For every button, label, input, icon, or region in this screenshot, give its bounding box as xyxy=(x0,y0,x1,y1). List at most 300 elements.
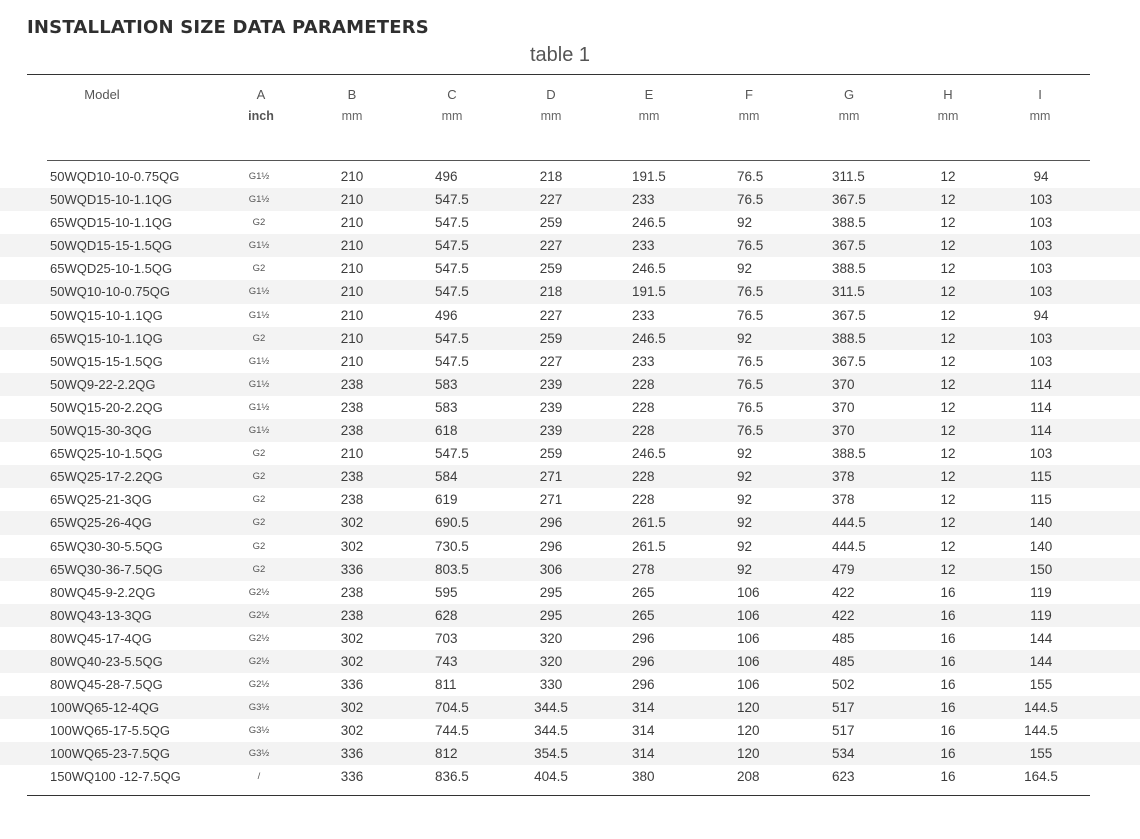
cell-c: 803.5 xyxy=(435,561,469,577)
cell-g: 388.5 xyxy=(832,215,866,231)
cell-d: 330 xyxy=(539,677,563,693)
cell-e: 380 xyxy=(632,769,655,785)
cell-f: 76.5 xyxy=(737,399,764,415)
table-row xyxy=(0,188,1140,211)
cell-e: 228 xyxy=(632,469,655,485)
cell-a: G2½ xyxy=(248,586,270,598)
cell-model: 80WQ45-28-7.5QG xyxy=(50,677,163,693)
cell-c: 496 xyxy=(435,169,458,184)
cell-g: 444.5 xyxy=(832,538,866,554)
cell-h: 12 xyxy=(940,192,956,208)
table-row xyxy=(0,304,1140,327)
cell-i: 94 xyxy=(1033,169,1049,184)
cell-h: 16 xyxy=(940,769,956,785)
cell-h: 12 xyxy=(940,561,956,577)
table-row xyxy=(0,673,1140,696)
table-row xyxy=(0,419,1140,442)
cell-g: 367.5 xyxy=(832,192,866,208)
table-row xyxy=(0,165,1140,188)
cell-a: G2½ xyxy=(248,679,270,691)
cell-h: 16 xyxy=(940,723,956,739)
cell-g: 367.5 xyxy=(832,353,866,369)
cell-model: 65WQ25-10-1.5QG xyxy=(50,446,163,462)
cell-c: 547.5 xyxy=(435,192,469,208)
cell-a: G1½ xyxy=(248,194,270,206)
cell-d: 344.5 xyxy=(534,700,568,716)
cell-g: 517 xyxy=(832,700,855,716)
table-row xyxy=(0,627,1140,650)
cell-b: 302 xyxy=(340,538,364,554)
cell-f: 92 xyxy=(737,515,753,531)
cell-d: 259 xyxy=(539,330,563,346)
cell-e: 296 xyxy=(632,630,655,646)
column-header-i: I mm xyxy=(1029,87,1051,123)
cell-f: 106 xyxy=(737,607,760,623)
table-top-rule xyxy=(27,74,1090,75)
cell-g: 517 xyxy=(832,723,855,739)
cell-d: 296 xyxy=(539,515,563,531)
cell-b: 210 xyxy=(340,330,364,346)
cell-b: 238 xyxy=(340,607,364,623)
cell-a: G1½ xyxy=(248,401,270,413)
cell-e: 191.5 xyxy=(632,284,666,300)
cell-g: 422 xyxy=(832,584,855,600)
cell-i: 103 xyxy=(1029,284,1053,300)
table-bottom-rule xyxy=(27,795,1090,796)
cell-e: 265 xyxy=(632,607,655,623)
cell-i: 144 xyxy=(1029,653,1053,669)
cell-model: 50WQ10-10-0.75QG xyxy=(50,284,170,300)
cell-model: 100WQ65-12-4QG xyxy=(50,700,160,716)
cell-f: 76.5 xyxy=(737,376,764,392)
cell-a: G2½ xyxy=(248,632,270,644)
cell-h: 16 xyxy=(940,677,956,693)
cell-g: 485 xyxy=(832,630,855,646)
cell-d: 218 xyxy=(539,284,563,300)
cell-model: 50WQ15-10-1.1QG xyxy=(50,307,163,323)
cell-e: 314 xyxy=(632,700,655,716)
cell-model: 50WQD15-15-1.5QG xyxy=(50,238,173,254)
cell-g: 370 xyxy=(832,423,855,439)
cell-e: 228 xyxy=(632,376,655,392)
cell-model: 65WQ25-17-2.2QG xyxy=(50,469,163,485)
cell-i: 144.5 xyxy=(1024,700,1058,716)
cell-h: 12 xyxy=(940,446,956,462)
cell-model: 65WQ25-26-4QG xyxy=(50,515,152,531)
cell-e: 246.5 xyxy=(632,446,666,462)
cell-model: 65WQ15-10-1.1QG xyxy=(50,330,163,346)
cell-h: 12 xyxy=(940,169,956,184)
table-row xyxy=(0,211,1140,234)
cell-i: 114 xyxy=(1030,423,1052,439)
cell-i: 115 xyxy=(1030,492,1052,508)
cell-e: 191.5 xyxy=(632,169,666,184)
cell-model: 65WQD15-10-1.1QG xyxy=(50,215,173,231)
table-row xyxy=(0,696,1140,719)
cell-b: 210 xyxy=(340,446,364,462)
cell-a: G3½ xyxy=(248,748,270,760)
cell-a: G2½ xyxy=(248,655,270,667)
cell-d: 306 xyxy=(539,561,563,577)
cell-d: 271 xyxy=(539,469,563,485)
cell-f: 76.5 xyxy=(737,238,764,254)
cell-a: / xyxy=(257,771,261,783)
cell-model: 80WQ43-13-3QG xyxy=(50,607,152,623)
cell-h: 16 xyxy=(940,746,956,762)
cell-model: 100WQ65-23-7.5QG xyxy=(50,746,170,762)
cell-e: 314 xyxy=(632,746,655,762)
cell-model: 50WQ9-22-2.2QG xyxy=(50,376,156,392)
cell-h: 12 xyxy=(940,330,956,346)
cell-g: 311.5 xyxy=(832,169,865,184)
cell-i: 103 xyxy=(1029,261,1053,277)
cell-i: 103 xyxy=(1029,446,1053,462)
cell-f: 76.5 xyxy=(737,307,764,323)
cell-c: 583 xyxy=(435,399,458,415)
cell-a: G1½ xyxy=(248,171,270,182)
cell-b: 210 xyxy=(340,261,364,277)
cell-c: 547.5 xyxy=(435,330,469,346)
cell-b: 302 xyxy=(340,630,364,646)
cell-f: 120 xyxy=(737,700,760,716)
cell-a: G2 xyxy=(252,517,266,529)
cell-e: 296 xyxy=(632,677,655,693)
cell-h: 12 xyxy=(940,423,956,439)
cell-a: G2½ xyxy=(248,609,270,621)
table-row xyxy=(0,488,1140,511)
cell-d: 239 xyxy=(539,423,563,439)
table-row xyxy=(0,742,1140,765)
cell-a: G1½ xyxy=(248,286,270,298)
cell-b: 336 xyxy=(340,746,364,762)
page-title: INSTALLATION SIZE DATA PARAMETERS xyxy=(27,17,429,38)
cell-d: 320 xyxy=(539,630,563,646)
cell-i: 115 xyxy=(1030,469,1052,485)
cell-h: 12 xyxy=(940,515,956,531)
cell-model: 65WQ30-36-7.5QG xyxy=(50,561,163,577)
column-header-h: H mm xyxy=(937,87,959,123)
cell-b: 238 xyxy=(340,376,364,392)
table-row xyxy=(0,350,1140,373)
cell-h: 16 xyxy=(940,700,956,716)
cell-f: 92 xyxy=(737,446,753,462)
cell-i: 155 xyxy=(1029,677,1053,693)
cell-f: 92 xyxy=(737,538,753,554)
table-row xyxy=(0,396,1140,419)
cell-model: 50WQ15-20-2.2QG xyxy=(50,399,163,415)
cell-h: 12 xyxy=(940,284,956,300)
cell-i: 119 xyxy=(1030,584,1052,600)
cell-c: 547.5 xyxy=(435,284,469,300)
cell-e: 233 xyxy=(632,353,655,369)
cell-g: 388.5 xyxy=(832,330,866,346)
cell-f: 92 xyxy=(737,261,753,277)
cell-model: 50WQ15-30-3QG xyxy=(50,423,152,439)
cell-c: 628 xyxy=(435,607,458,623)
cell-model: 50WQ15-15-1.5QG xyxy=(50,353,163,369)
cell-d: 259 xyxy=(539,446,563,462)
cell-model: 50WQD10-10-0.75QG xyxy=(50,169,180,184)
cell-b: 302 xyxy=(340,700,364,716)
cell-h: 12 xyxy=(940,376,956,392)
cell-b: 238 xyxy=(340,423,364,439)
cell-e: 265 xyxy=(632,584,655,600)
cell-a: G2 xyxy=(252,332,266,344)
cell-model: 150WQ100 -12-7.5QG xyxy=(50,769,181,785)
cell-i: 144 xyxy=(1029,630,1053,646)
cell-a: G2 xyxy=(252,263,266,275)
cell-e: 246.5 xyxy=(632,330,666,346)
cell-d: 239 xyxy=(539,376,563,392)
cell-a: G1½ xyxy=(248,309,270,321)
cell-f: 92 xyxy=(737,561,753,577)
cell-g: 422 xyxy=(832,607,855,623)
cell-c: 618 xyxy=(435,423,458,439)
cell-c: 811 xyxy=(435,677,457,693)
table-row xyxy=(0,581,1140,604)
cell-f: 106 xyxy=(737,677,760,693)
cell-e: 233 xyxy=(632,192,655,208)
cell-h: 12 xyxy=(940,238,956,254)
cell-h: 12 xyxy=(940,353,956,369)
cell-f: 120 xyxy=(737,723,760,739)
column-header-e: E mm xyxy=(638,87,660,123)
cell-g: 311.5 xyxy=(832,284,865,300)
cell-f: 76.5 xyxy=(737,423,764,439)
cell-d: 296 xyxy=(539,538,563,554)
cell-i: 114 xyxy=(1030,376,1052,392)
cell-a: G2 xyxy=(252,563,266,575)
table-row xyxy=(0,604,1140,627)
cell-e: 278 xyxy=(632,561,655,577)
cell-c: 547.5 xyxy=(435,446,469,462)
cell-e: 228 xyxy=(632,423,655,439)
cell-model: 65WQD25-10-1.5QG xyxy=(50,261,173,277)
cell-f: 92 xyxy=(737,492,753,508)
cell-f: 208 xyxy=(737,769,760,785)
cell-b: 210 xyxy=(340,169,364,184)
cell-b: 210 xyxy=(340,353,364,369)
cell-e: 233 xyxy=(632,238,655,254)
cell-b: 238 xyxy=(340,492,364,508)
cell-d: 295 xyxy=(539,584,563,600)
cell-a: G2 xyxy=(252,448,266,460)
cell-i: 103 xyxy=(1029,192,1053,208)
cell-g: 444.5 xyxy=(832,515,866,531)
cell-a: G2 xyxy=(252,471,266,483)
column-header-c: C mm xyxy=(441,87,463,123)
cell-f: 106 xyxy=(737,584,760,600)
cell-c: 743 xyxy=(435,653,458,669)
cell-i: 164.5 xyxy=(1024,769,1058,785)
cell-b: 336 xyxy=(340,561,364,577)
cell-c: 584 xyxy=(435,469,458,485)
table-row xyxy=(0,257,1140,280)
table-row xyxy=(0,442,1140,465)
cell-d: 227 xyxy=(539,238,563,254)
cell-d: 271 xyxy=(539,492,563,508)
cell-c: 547.5 xyxy=(435,353,469,369)
cell-c: 547.5 xyxy=(435,215,469,231)
cell-h: 12 xyxy=(940,215,956,231)
cell-model: 80WQ45-9-2.2QG xyxy=(50,584,156,600)
cell-f: 120 xyxy=(737,746,760,762)
cell-b: 210 xyxy=(340,284,364,300)
cell-a: G1½ xyxy=(248,240,270,252)
cell-b: 210 xyxy=(340,307,364,323)
cell-c: 703 xyxy=(435,630,458,646)
table-body xyxy=(0,165,1140,789)
cell-h: 12 xyxy=(940,469,956,485)
cell-a: G1½ xyxy=(248,425,270,437)
cell-b: 238 xyxy=(340,584,364,600)
column-header-d: D mm xyxy=(540,87,562,123)
cell-d: 259 xyxy=(539,261,563,277)
cell-g: 370 xyxy=(832,376,855,392)
cell-e: 246.5 xyxy=(632,261,666,277)
cell-f: 76.5 xyxy=(737,353,764,369)
cell-e: 228 xyxy=(632,399,655,415)
column-header-a: A inch xyxy=(248,87,274,123)
table-row xyxy=(0,650,1140,673)
cell-g: 534 xyxy=(832,746,855,762)
cell-g: 378 xyxy=(832,469,855,485)
table-row xyxy=(0,280,1140,303)
cell-c: 812 xyxy=(435,746,458,762)
cell-g: 485 xyxy=(832,653,855,669)
cell-i: 103 xyxy=(1029,215,1053,231)
cell-c: 547.5 xyxy=(435,261,469,277)
cell-b: 336 xyxy=(340,769,364,785)
cell-g: 623 xyxy=(832,769,855,785)
cell-c: 619 xyxy=(435,492,458,508)
cell-d: 227 xyxy=(539,353,563,369)
cell-i: 94 xyxy=(1033,307,1049,323)
cell-f: 106 xyxy=(737,630,760,646)
cell-h: 12 xyxy=(940,261,956,277)
cell-e: 314 xyxy=(632,723,655,739)
cell-c: 583 xyxy=(435,376,458,392)
cell-a: G2 xyxy=(252,540,266,552)
cell-c: 704.5 xyxy=(435,700,469,716)
cell-model: 65WQ30-30-5.5QG xyxy=(50,538,163,554)
cell-i: 103 xyxy=(1029,353,1053,369)
cell-model: 50WQD15-10-1.1QG xyxy=(50,192,173,208)
cell-b: 336 xyxy=(340,677,364,693)
cell-h: 16 xyxy=(940,607,956,623)
cell-i: 155 xyxy=(1029,746,1053,762)
cell-d: 295 xyxy=(539,607,563,623)
table-row xyxy=(0,511,1140,534)
table-row xyxy=(0,373,1140,396)
cell-g: 388.5 xyxy=(832,261,866,277)
cell-g: 388.5 xyxy=(832,446,866,462)
cell-model: 100WQ65-17-5.5QG xyxy=(50,723,170,739)
cell-d: 259 xyxy=(539,215,563,231)
cell-i: 150 xyxy=(1029,561,1053,577)
cell-f: 92 xyxy=(737,469,753,485)
cell-c: 496 xyxy=(435,307,458,323)
cell-e: 246.5 xyxy=(632,215,666,231)
cell-c: 836.5 xyxy=(435,769,469,785)
column-header-b: B mm xyxy=(341,87,363,123)
cell-h: 12 xyxy=(940,307,956,323)
cell-g: 502 xyxy=(832,677,855,693)
cell-b: 210 xyxy=(340,238,364,254)
cell-e: 228 xyxy=(632,492,655,508)
cell-model: 80WQ45-17-4QG xyxy=(50,630,152,646)
cell-e: 233 xyxy=(632,307,655,323)
cell-e: 261.5 xyxy=(632,515,666,531)
column-header-g: G mm xyxy=(838,87,860,123)
cell-b: 302 xyxy=(340,515,364,531)
cell-c: 547.5 xyxy=(435,238,469,254)
cell-e: 261.5 xyxy=(632,538,666,554)
cell-i: 140 xyxy=(1029,538,1053,554)
cell-c: 595 xyxy=(435,584,458,600)
cell-i: 103 xyxy=(1029,238,1053,254)
cell-b: 210 xyxy=(340,192,364,208)
cell-d: 227 xyxy=(539,192,563,208)
table-row xyxy=(0,535,1140,558)
cell-f: 76.5 xyxy=(737,192,764,208)
table-row xyxy=(0,465,1140,488)
cell-h: 12 xyxy=(940,492,956,508)
cell-h: 16 xyxy=(940,630,956,646)
table-row xyxy=(0,558,1140,581)
cell-d: 239 xyxy=(539,399,563,415)
cell-a: G2 xyxy=(252,217,266,229)
cell-d: 227 xyxy=(539,307,563,323)
cell-g: 370 xyxy=(832,399,855,415)
cell-d: 320 xyxy=(539,653,563,669)
cell-c: 730.5 xyxy=(435,538,469,554)
cell-c: 690.5 xyxy=(435,515,469,531)
cell-h: 16 xyxy=(940,584,956,600)
table-row xyxy=(0,327,1140,350)
cell-e: 296 xyxy=(632,653,655,669)
cell-g: 479 xyxy=(832,561,855,577)
column-header-model: Model xyxy=(84,87,120,102)
cell-f: 92 xyxy=(737,330,753,346)
cell-f: 76.5 xyxy=(737,284,764,300)
cell-d: 404.5 xyxy=(534,769,568,785)
cell-h: 16 xyxy=(940,653,956,669)
cell-b: 302 xyxy=(340,723,364,739)
cell-i: 119 xyxy=(1030,607,1052,623)
cell-d: 344.5 xyxy=(534,723,568,739)
cell-model: 65WQ25-21-3QG xyxy=(50,492,152,508)
cell-i: 114 xyxy=(1030,399,1052,415)
cell-i: 103 xyxy=(1029,330,1053,346)
table-row xyxy=(0,719,1140,742)
cell-b: 210 xyxy=(340,215,364,231)
cell-a: G1½ xyxy=(248,378,270,390)
table-caption: table 1 xyxy=(529,44,591,66)
cell-a: G1½ xyxy=(248,355,270,367)
cell-a: G3½ xyxy=(248,725,270,737)
cell-f: 92 xyxy=(737,215,753,231)
cell-d: 354.5 xyxy=(534,746,568,762)
cell-h: 12 xyxy=(940,538,956,554)
cell-c: 744.5 xyxy=(435,723,469,739)
cell-g: 378 xyxy=(832,492,855,508)
cell-g: 367.5 xyxy=(832,307,866,323)
cell-i: 144.5 xyxy=(1024,723,1058,739)
cell-g: 367.5 xyxy=(832,238,866,254)
cell-b: 238 xyxy=(340,399,364,415)
cell-a: G2 xyxy=(252,494,266,506)
